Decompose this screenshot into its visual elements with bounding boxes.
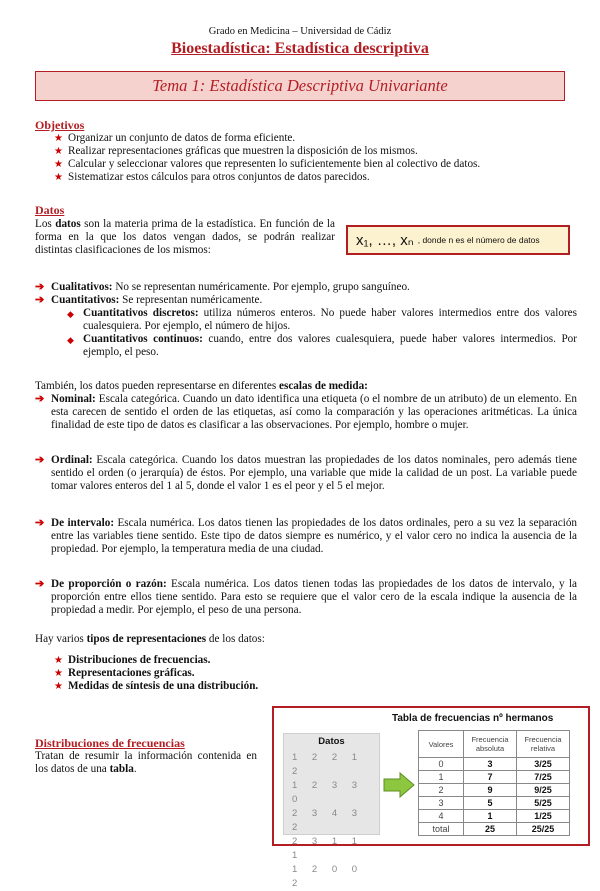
list-item: ➔ Cualitativos: No se representan numéricamente. Por ejemplo, grupo sanguíneo. [35, 281, 410, 293]
list-item: ➔ Cuantitativos: Se representan numéricamente. [35, 294, 263, 306]
datos-panel-title: Datos [318, 736, 345, 747]
escala-intervalo: ➔ De intervalo: Escala numérica. Los datos tienen las propiedades de los datos ordinales, pero a su vez la separación entre las variables tiene sentido. Este tipo de datos siempre es numérico, y el valor cero no indica la ausencia de la propiedad. Por ejemplo, la temperatura media de una ciudad. [35, 517, 578, 555]
distribuciones-heading: Distribuciones de frecuencias [35, 736, 185, 750]
arrow-icon: ➔ [35, 281, 45, 293]
table-row: total 25 25/25 [419, 823, 570, 836]
table-row: 4 1 1/25 [419, 810, 570, 823]
formula-note: , donde n es el número de datos [417, 235, 540, 245]
table-row: 1 7 7/25 [419, 771, 570, 784]
frequency-table [418, 730, 570, 836]
escala-nominal: ➔ Nominal: Escala categórica. Cuando un dato identifica una etiqueta (o el nombre de un atributo) de un elemento. En esta carecen de sentido el orden de las etiquetas, así como la comparación y las operaciones aritméticas. La única finalidad de este tipo de datos es clasificar a las observaciones. Por ejemplo, hombre o mujer. [35, 393, 577, 431]
course-subtitle: Grado en Medicina – Universidad de Cádiz [208, 26, 392, 37]
star-icon: ★ [54, 159, 63, 170]
star-icon: ★ [54, 172, 63, 183]
escala-proporcion: ➔ De proporción o razón: Escala numérica. Los datos tienen todas las propiedades de los datos de intervalo, y la proporción entre ellos tiene sentido. Para esto se requiere que el valor cero de la escala indique la ausencia de la propiedad a medir. Por ejemplo, el peso de una persona. [35, 578, 577, 616]
diamond-icon: ◆ [67, 335, 74, 345]
list-item: ◆ Cuantitativos continuos: cuando, entre dos valores cualesquiera, puede haber valores intermedios. Por ejemplo, el peso. [67, 333, 577, 358]
objetivo-item: ★ Calcular y seleccionar valores que representen lo suficientemente bien al colectivo de datos. [54, 158, 481, 170]
star-icon: ★ [54, 133, 63, 144]
table-header-row: Valores Frecuencia absoluta Frecuencia relativa [419, 731, 570, 758]
tipo-item: ★ Distribuciones de frecuencias. [54, 654, 211, 666]
objetivo-item: ★ Realizar representaciones gráficas que muestren la disposición de los mismos. [54, 145, 418, 157]
document-title: Bioestadística: Estadística descriptiva [171, 40, 429, 57]
table-row: 0 3 3/25 [419, 758, 570, 771]
tema-title: Tema 1: Estadística Descriptiva Univariante [152, 76, 448, 95]
formula-box [346, 225, 570, 255]
list-item: ◆ Cuantitativos discretos: utiliza números enteros. No puede haber valores intermedios entre dos valores cualesquiera. Por ejemplo, el número de hijos. [67, 307, 577, 332]
arrow-icon: ➔ [35, 393, 45, 405]
escala-ordinal: ➔ Ordinal: Escala categórica. Cuando los datos muestran las propiedades de los datos nominales, pero además tiene sentido el orden (o jerarquía) de éstos. Por ejemplo, una variable que mide la calidad de un post. La variable puede tomar valores enteros del 1 al 5, donde el valor 1 es el peor y el 5 el mejor. [35, 454, 577, 492]
star-icon: ★ [54, 668, 63, 679]
star-icon: ★ [54, 146, 63, 157]
datos-panel [283, 733, 380, 889]
tipo-item: ★ Medidas de síntesis de una distribución. [54, 680, 259, 692]
datos-classification [35, 281, 577, 359]
table-row: 3 5 5/25 [419, 797, 570, 810]
datos-grid: 1 2 2 1 2 1 2 3 3 0 2 3 4 3 2 2 3 1 1 1 1 2 0 0 2 [292, 752, 364, 889]
arrow-icon: ➔ [35, 294, 45, 306]
objetivo-item: ★ Organizar un conjunto de datos de forma eficiente. [54, 132, 296, 144]
datos-heading: Datos [35, 203, 65, 217]
objetivos-heading: Objetivos [35, 118, 85, 132]
star-icon: ★ [54, 655, 63, 666]
datos-intro: Los datos son la materia prima de la estadística. En función de la forma en la que los datos vengan dados, se podrán realizar distintas clasificaciones de los mismos: [35, 218, 336, 256]
tipo-item: ★ Representaciones gráficas. [54, 667, 195, 679]
arrow-icon: ➔ [35, 454, 45, 466]
tipos-intro: Hay varios tipos de representaciones de los datos: [35, 633, 265, 645]
diamond-icon: ◆ [67, 309, 74, 319]
arrow-icon: ➔ [35, 578, 45, 590]
arrow-right-icon [382, 771, 416, 799]
tipos-list [54, 654, 454, 693]
tema-banner [35, 71, 565, 101]
star-icon: ★ [54, 681, 63, 692]
table-title: Tabla de frecuencias nº hermanos [392, 713, 554, 724]
arrow-icon: ➔ [35, 517, 45, 529]
distribuciones-text: Tratan de resumir la información contenida en los datos de una tabla. [35, 750, 257, 775]
formula-main: x₁, …, xₙ [356, 232, 414, 249]
table-row: 2 9 9/25 [419, 784, 570, 797]
objetivo-item: ★ Sistematizar estos cálculos para otros conjuntos de datos parecidos. [54, 171, 370, 183]
escalas-intro: También, los datos pueden representarse en diferentes escalas de medida: [35, 380, 368, 392]
objetivos-list [54, 132, 574, 184]
